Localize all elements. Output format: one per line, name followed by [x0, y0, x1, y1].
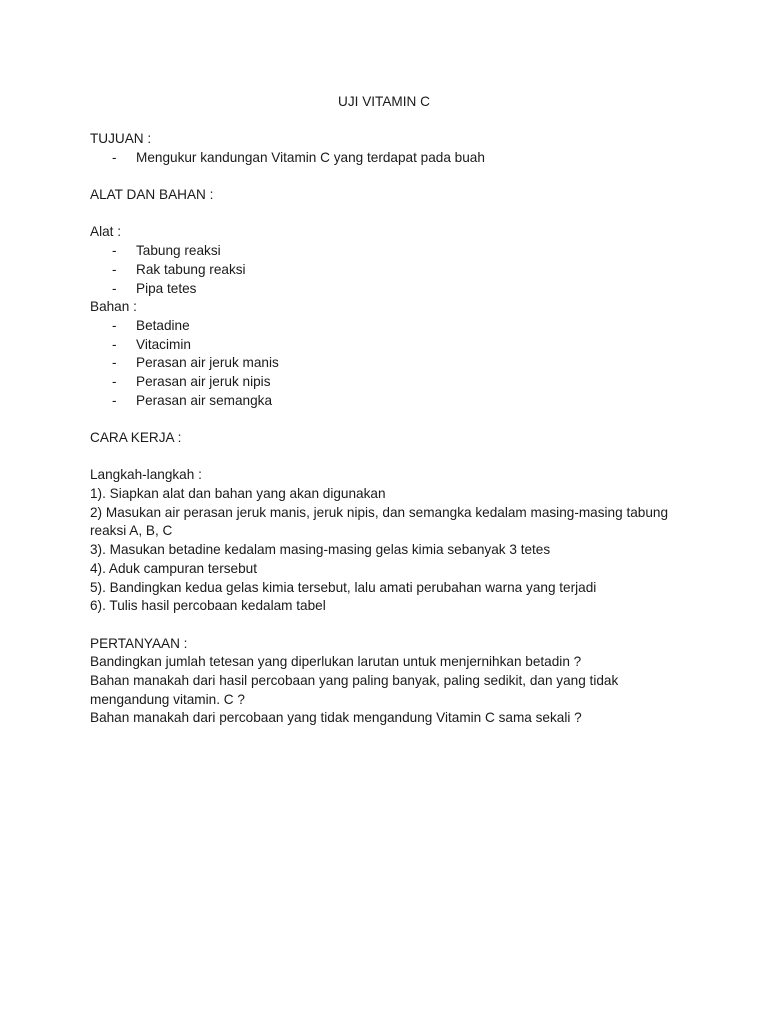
list-item-text: Mengukur kandungan Vitamin C yang terdapat pada buah: [136, 149, 485, 165]
list-item: [90, 280, 690, 299]
list-item: [90, 354, 690, 373]
bullet-dash: -: [112, 280, 117, 296]
list-item-text: Perasan air jeruk manis: [136, 355, 279, 371]
document-body: [90, 130, 690, 728]
list-item: [90, 242, 690, 261]
step-line: 1). Siapkan alat dan bahan yang akan digunakan: [90, 486, 386, 502]
bullet-dash: -: [112, 336, 117, 352]
subheading-bahan: Bahan :: [90, 299, 137, 315]
bullet-dash: -: [112, 243, 117, 259]
question-line: Bahan manakah dari hasil percobaan yang paling banyak, paling sedikit, dan yang tidak: [90, 672, 619, 688]
list-item: [90, 392, 690, 411]
list-item-text: Tabung reaksi: [136, 243, 221, 259]
bullet-dash: -: [112, 261, 117, 277]
step-line: reaksi A, B, C: [90, 523, 173, 539]
list-item: [90, 373, 690, 392]
list-item: [90, 261, 690, 280]
section-heading-pertanyaan: PERTANYAAN :: [90, 635, 188, 651]
list-item-text: Perasan air semangka: [136, 392, 273, 408]
subheading-langkah: Langkah-langkah :: [90, 467, 202, 483]
section-heading-alat-bahan: ALAT DAN BAHAN :: [90, 187, 214, 203]
bullet-dash: -: [112, 355, 117, 371]
question-line: Bahan manakah dari percobaan yang tidak mengandung Vitamin C sama sekali ?: [90, 710, 582, 726]
list-item-text: Rak tabung reaksi: [136, 261, 246, 277]
step-line: 3). Masukan betadine kedalam masing-masing gelas kimia sebanyak 3 tetes: [90, 542, 551, 558]
list-item-text: Perasan air jeruk nipis: [136, 373, 271, 389]
step-line: 4). Aduk campuran tersebut: [90, 560, 257, 576]
bullet-dash: -: [112, 317, 117, 333]
bullet-dash: -: [112, 392, 117, 408]
list-item: [90, 149, 690, 168]
subheading-alat: Alat :: [90, 224, 121, 240]
step-line: 6). Tulis hasil percobaan kedalam tabel: [90, 598, 326, 614]
section-heading-tujuan: TUJUAN :: [90, 131, 152, 146]
list-item: [90, 317, 690, 336]
question-line: mengandung vitamin. C ?: [90, 691, 245, 707]
step-line: 5). Bandingkan kedua gelas kimia tersebut, lalu amati perubahan warna yang terjadi: [90, 579, 597, 595]
question-line: Bandingkan jumlah tetesan yang diperlukan larutan untuk menjernihkan betadin ?: [90, 654, 582, 670]
bullet-dash: -: [112, 373, 117, 389]
document-title: UJI VITAMIN C: [338, 94, 430, 109]
section-heading-cara-kerja: CARA KERJA :: [90, 430, 182, 445]
list-item-text: Vitacimin: [136, 336, 191, 352]
list-item-text: Pipa tetes: [136, 280, 197, 296]
bullet-dash: -: [112, 149, 117, 165]
list-item: [90, 336, 690, 355]
list-item-text: Betadine: [136, 317, 190, 333]
step-line: 2) Masukan air perasan jeruk manis, jeruk nipis, dan semangka kedalam masing-masing tabung: [90, 504, 669, 520]
